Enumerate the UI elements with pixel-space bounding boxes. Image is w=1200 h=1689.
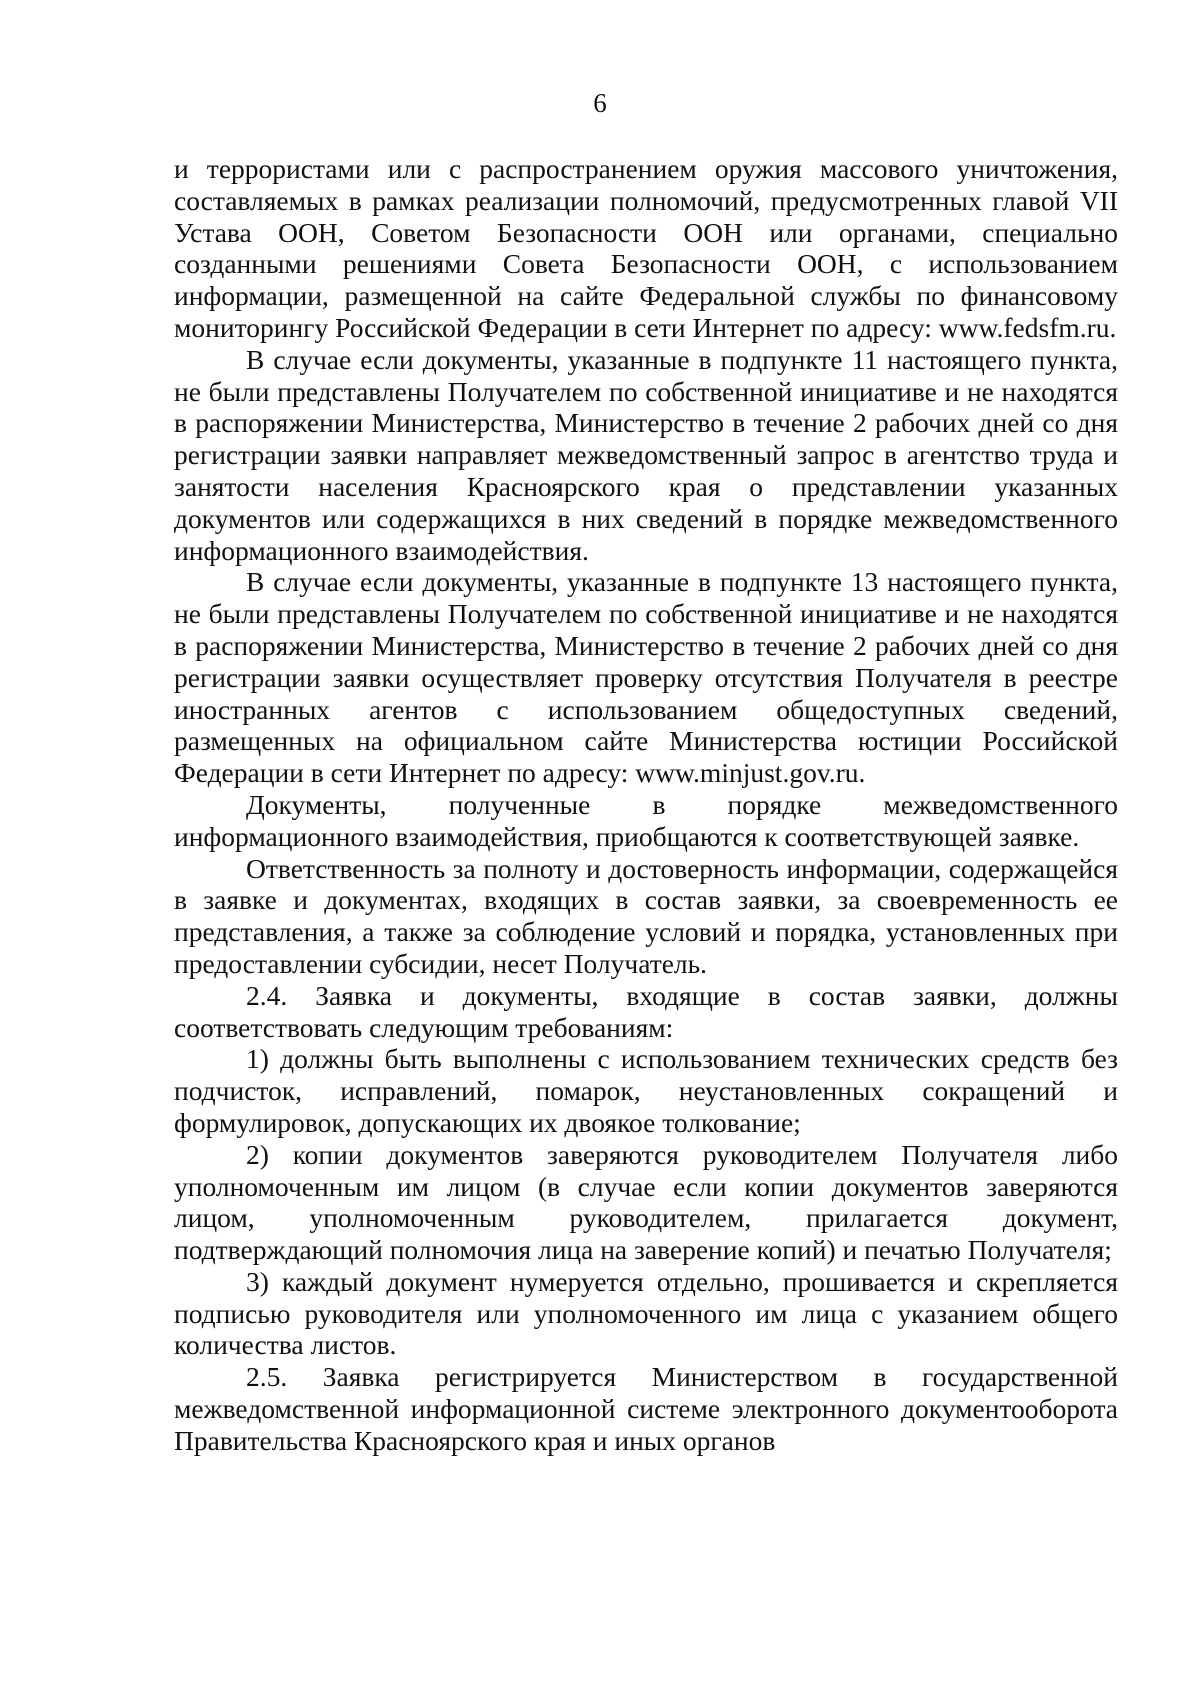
paragraph-7: 1) должны быть выполнены с использованием технических средств без подчисток, исправлений, помарок, неустановленных сокращений и формулировок, допускающих их двоякое толкование; — [174, 1043, 1118, 1138]
paragraph-6: 2.4. Заявка и документы, входящие в состав заявки, должны соответствовать следующим требованиям: — [174, 979, 1118, 1043]
paragraph-8: 2) копии документов заверяются руководителем Получателя либо уполномоченным им лицом (в случае если копии документов заверяются лицом, уполномоченным руководителем, прилагается документ, подтверждающий полномочия лица на заверение копий) и печатью Получателя; — [174, 1138, 1118, 1266]
paragraph-4: Документы, полученные в порядке межведомственного информационного взаимодействия, приобщаются к соответствующей заявке. — [174, 788, 1118, 852]
paragraph-9: 3) каждый документ нумеруется отдельно, прошивается и скрепляется подписью руководителя или уполномоченного им лица с указанием общего количества листов. — [174, 1265, 1118, 1361]
paragraph-3: В случае если документы, указанные в подпункте 13 настоящего пункта, не были представлены Получателем по собственной инициативе и не находятся в распоряжении Министерства, Министерство в течение 2 рабочих дней со дня регистрации заявки осуществляет проверку отсутствия Получателя в реестре иностранных агентов с использованием общедоступных сведений, размещенных на официальном сайте Министерства юстиции Российской Федерации в сети Интернет по адресу: www.minjust.gov.ru. — [174, 566, 1118, 789]
paragraph-2: В случае если документы, указанные в подпункте 11 настоящего пункта, не были представлены Получателем по собственной инициативе и не находятся в распоряжении Министерства, Министерство в течение 2 рабочих дней со дня регистрации заявки направляет межведомственный запрос в агентство труда и занятости населения Красноярского края о представлении указанных документов или содержащихся в них сведений в порядке межведомственного информационного взаимодействия. — [174, 343, 1118, 566]
document-body — [174, 153, 1118, 1457]
page-number: 6 — [593, 88, 607, 118]
paragraph-5: Ответственность за полноту и достоверность информации, содержащейся в заявке и документах, входящих в состав заявки, за своевременность ее представления, а также за соблюдение условий и порядка, установленных при предоставлении субсидии, несет Получатель. — [174, 852, 1118, 979]
paragraph-10: 2.5. Заявка регистрируется Министерством в государственной межведомственной информационной системе электронного документооборота Правительства Красноярского края и иных органов — [174, 1361, 1118, 1456]
paragraph-1: и террористами или с распространением оружия массового уничтожения, составляемых в рамках реализации полномочий, предусмотренных главой VII Устава ООН, Советом Безопасности ООН или органами, специально созданными решениями Совета Безопасности ООН, с использованием информации, размещенной на сайте Федеральной службы по финансовому мониторингу Российской Федерации в сети Интернет по адресу: www.fedsfm.ru. — [174, 153, 1118, 343]
